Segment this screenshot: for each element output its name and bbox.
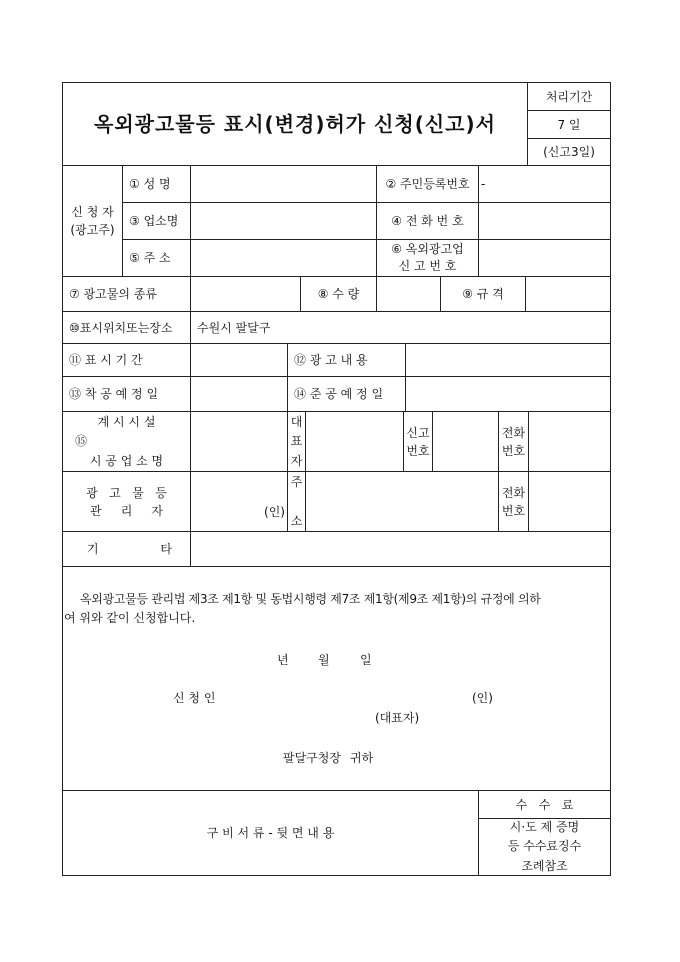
business-name-label: ③ 업소명 xyxy=(122,202,191,240)
recipient: 팔달구청장 xyxy=(283,751,341,765)
contractor-label-3: 시 공 업 소 명 xyxy=(89,453,164,468)
form-title: 옥외광고물등 표시(변경)허가 신청(신고)서 xyxy=(62,82,528,166)
manager-label-1: 광 고 물 등 xyxy=(86,485,167,500)
fee-line-1: 시·도 제 증명 xyxy=(509,820,580,835)
rrn-field[interactable]: - xyxy=(478,165,611,203)
fee-details xyxy=(478,818,611,876)
manager-label-2: 관 리 자 xyxy=(90,503,163,518)
manager-address-field[interactable] xyxy=(305,471,499,532)
applicant-sign-label: 신 청 인 xyxy=(173,691,216,705)
quantity-field[interactable] xyxy=(376,276,441,312)
name-label: ① 성 명 xyxy=(122,165,191,203)
representative-note: (대표자) xyxy=(375,711,420,725)
phone-2: 번호 xyxy=(501,503,526,518)
ad-type-field[interactable] xyxy=(190,276,301,312)
etc-label-2: 타 xyxy=(160,542,172,556)
end-date-field[interactable] xyxy=(405,376,611,412)
reg-no-2: 번호 xyxy=(406,443,430,458)
fee-label: 수 수 료 xyxy=(478,790,611,819)
etc-field[interactable] xyxy=(190,531,611,567)
required-documents: 구 비 서 류 - 뒷 면 내 용 xyxy=(62,790,479,876)
location-field[interactable]: 수원시 팔달구 xyxy=(190,311,611,344)
phone-label: ④ 전 화 번 호 xyxy=(376,202,479,240)
ad-business-reg-label-1: ⑥ 옥외광고업 xyxy=(391,242,464,257)
spec-field[interactable] xyxy=(525,276,611,312)
manager-phone-field[interactable] xyxy=(528,471,611,532)
recipient-honorific: 귀하 xyxy=(350,751,374,765)
contractor-phone-field[interactable] xyxy=(528,411,611,472)
manager-phone-label xyxy=(498,471,529,532)
ad-business-reg-label-2: 신 고 번 호 xyxy=(398,259,457,273)
display-period-field[interactable] xyxy=(190,343,288,377)
contractor-label xyxy=(62,411,191,472)
manager-seal: (인) xyxy=(264,504,285,519)
ad-type-label: ⑦ 광고물의 종류 xyxy=(62,276,191,312)
contractor-reg-no-label xyxy=(403,411,433,472)
etc-label-1: 기 xyxy=(87,542,99,556)
contractor-name-field[interactable] xyxy=(190,411,288,472)
addr-char: 소 xyxy=(290,513,303,528)
phone-1: 전화 xyxy=(501,485,526,500)
rep-char: 표 xyxy=(290,434,303,449)
ad-business-reg-field[interactable] xyxy=(478,239,611,277)
contractor-phone-label xyxy=(498,411,529,472)
location-label: ⑩표시위치또는장소 xyxy=(62,311,191,344)
fee-line-2: 등 수수료징수 xyxy=(507,839,582,854)
start-date-label: ⑬ 착 공 예 정 일 xyxy=(62,376,191,412)
applicant-label: 신 청 자 xyxy=(71,205,114,219)
phone-2: 번호 xyxy=(501,443,526,458)
quantity-label: ⑧ 수 량 xyxy=(300,276,377,312)
rrn-label: ② 주민등록번호 xyxy=(376,165,479,203)
processing-period-label: 처리기간 xyxy=(527,82,611,111)
date-day: 일 xyxy=(360,653,372,667)
end-date-label: ⑭ 준 공 예 정 일 xyxy=(287,376,406,412)
display-period-label: ⑪ 표 시 기 간 xyxy=(62,343,191,377)
spec-label: ⑨ 규 격 xyxy=(440,276,526,312)
ad-business-reg-label xyxy=(376,239,479,277)
address-field[interactable] xyxy=(190,239,377,277)
reg-no-1: 신고 xyxy=(406,425,430,440)
representative-field[interactable] xyxy=(305,411,404,472)
manager-label xyxy=(62,471,191,532)
manager-address-label xyxy=(287,471,306,532)
business-name-field[interactable] xyxy=(190,202,377,240)
etc-label xyxy=(62,531,191,567)
phone-field[interactable] xyxy=(478,202,611,240)
advertiser-label: (광고주) xyxy=(70,223,115,237)
processing-period-days: 7 일 xyxy=(527,110,611,139)
rep-char: 대 xyxy=(290,415,303,429)
representative-label xyxy=(287,411,306,472)
phone-1: 전화 xyxy=(501,425,526,440)
processing-report-days: (신고3일) xyxy=(527,138,611,166)
applicant-seal: (인) xyxy=(472,691,493,705)
contractor-label-2: ⑮ xyxy=(75,434,88,449)
fee-line-3: 조례참조 xyxy=(521,858,568,873)
manager-name-field[interactable] xyxy=(190,471,288,532)
start-date-field[interactable] xyxy=(190,376,288,412)
name-field[interactable] xyxy=(190,165,377,203)
ad-content-field[interactable] xyxy=(405,343,611,377)
date-month: 월 xyxy=(318,653,330,667)
declaration-line-1: 옥외광고물등 관리법 제3조 제1항 및 동법시행령 제7조 제1항(제9조 제1항)의 규정에 의하 xyxy=(80,592,541,606)
contractor-reg-no-field[interactable] xyxy=(432,411,499,472)
applicant-group-label xyxy=(62,165,123,277)
declaration-line-2: 여 위와 같이 신청합니다. xyxy=(64,611,196,625)
contractor-label-1: 계 시 시 설 xyxy=(97,415,156,429)
address-label: ⑤ 주 소 xyxy=(122,239,191,277)
ad-content-label: ⑫ 광 고 내 용 xyxy=(287,343,406,377)
addr-char: 주 xyxy=(290,475,303,489)
rep-char: 자 xyxy=(290,453,303,468)
date-year: 년 xyxy=(277,653,289,667)
